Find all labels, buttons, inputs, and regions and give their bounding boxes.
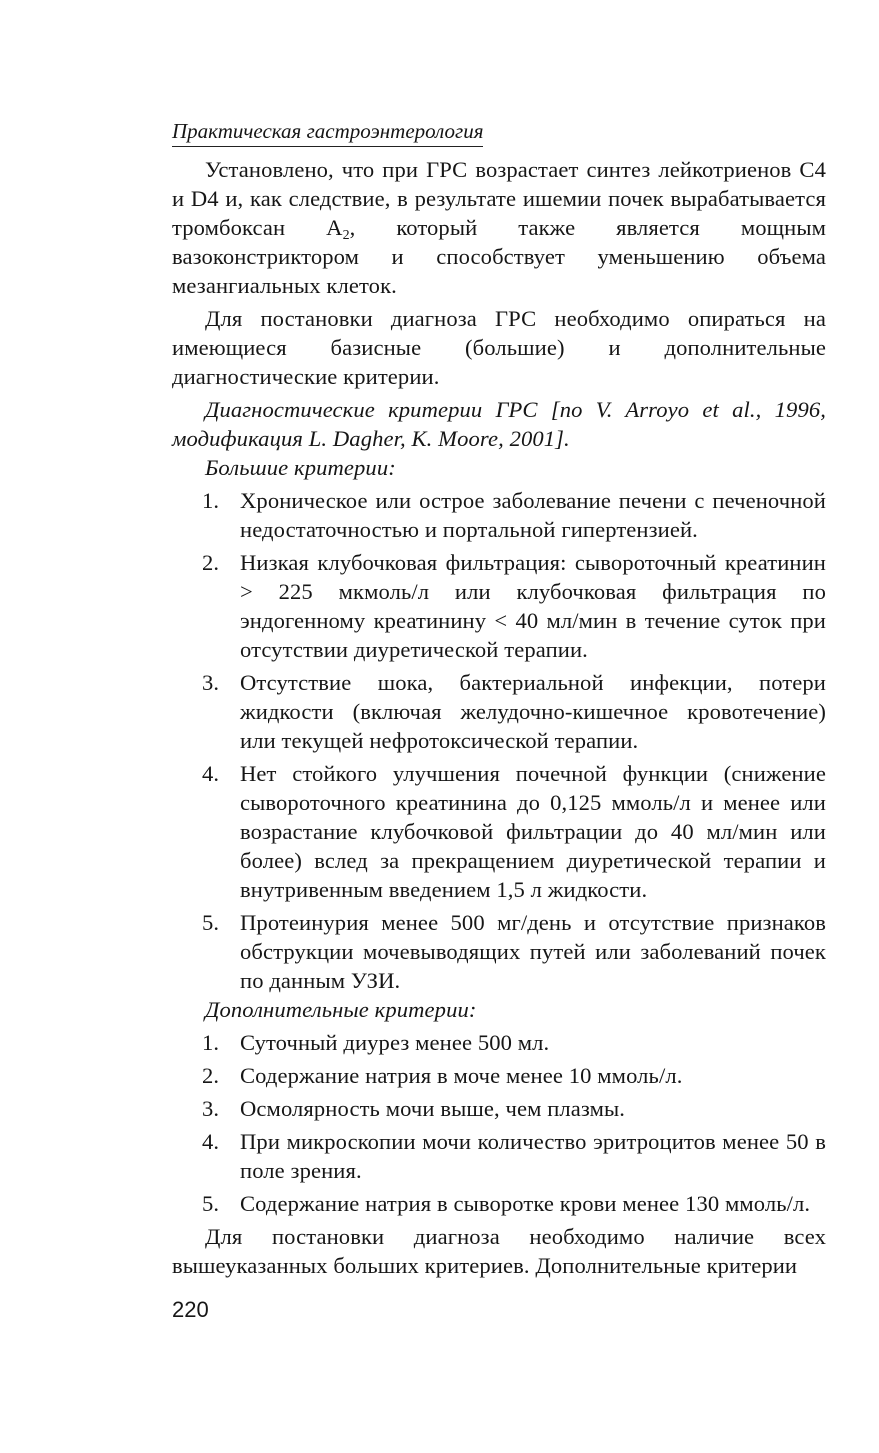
list-number: 5.: [202, 910, 220, 935]
list-item-text: Суточный диурез менее 500 мл.: [240, 1030, 550, 1055]
list-number: 3.: [202, 1096, 220, 1121]
additional-criteria-heading: Дополнительные критерии:: [205, 997, 477, 1022]
list-item: [172, 1189, 826, 1218]
subscript: 2: [342, 228, 350, 243]
list-item-text: Низкая клубочковая фильтрация: сывороточный креатинин > 225 мкмоль/л или клубочковая фильтрация по эндогенному креатинину < 40 мл/мин в течение суток при отсутствии диуретической терапии.: [240, 550, 826, 662]
major-criteria-heading: Большие критерии:: [205, 455, 396, 480]
list-number: 3.: [202, 670, 220, 695]
list-number: 1.: [202, 488, 220, 513]
list-item: [172, 759, 826, 904]
paragraph-final: Для постановки диагноза необходимо наличие всех вышеуказанных больших критериев. Дополнительные критерии: [172, 1224, 826, 1278]
list-number: 4.: [202, 1129, 220, 1154]
list-item-text: При микроскопии мочи количество эритроцитов менее 50 в поле зрения.: [240, 1129, 826, 1183]
list-item-text: Отсутствие шока, бактериальной инфекции, потери жидкости (включая желудочно-кишечное кровотечение) или текущей нефротоксической терапии.: [240, 670, 826, 753]
list-item: [172, 1028, 826, 1057]
list-item-text: Протеинурия менее 500 мг/день и отсутствие признаков обструкции мочевыводящих путей или заболеваний почек по данным УЗИ.: [240, 910, 826, 993]
list-number: 2.: [202, 550, 220, 575]
list-item-text: Хроническое или острое заболевание печени с печеночной недостаточностью и портальной гипертензией.: [240, 488, 826, 542]
running-header: Практическая гастроэнтерология: [172, 118, 483, 147]
list-item-text: Осмолярность мочи выше, чем плазмы.: [240, 1096, 626, 1121]
additional-criteria-list: [172, 1028, 826, 1218]
list-item: [172, 1127, 826, 1185]
list-item-text: Содержание натрия в сыворотке крови менее 130 ммоль/л.: [240, 1191, 811, 1216]
list-item-text: Нет стойкого улучшения почечной функции (снижение сывороточного креатинина до 0,125 ммоль/л и менее или возрастание клубочковой фильтрации до 40 мл/мин или более) вслед за прекращением диуретической терапии и внутривенным введением 1,5 л жидкости.: [240, 761, 826, 902]
list-item: [172, 486, 826, 544]
paragraph-text: Установлено, что при ГРС возрастает синтез лейкотриенов C4 и D4 и, как следствие, в результате ишемии почек вырабатывается тромбоксан A: [172, 157, 826, 240]
list-item: [172, 1094, 826, 1123]
list-number: 1.: [202, 1030, 220, 1055]
paragraph-criteria-source: Диагностические критерии ГРС [по V. Arroyo et al., 1996, модификация L. Dagher, K. Moore, 2001].: [172, 397, 826, 451]
list-item: [172, 668, 826, 755]
list-item: [172, 548, 826, 664]
list-item: [172, 1061, 826, 1090]
paragraph-hrs-mechanism: [172, 155, 826, 300]
list-item: [172, 908, 826, 995]
page-number: 220: [172, 1297, 209, 1322]
list-number: 5.: [202, 1191, 220, 1216]
list-number: 2.: [202, 1063, 220, 1088]
list-item-text: Содержание натрия в моче менее 10 ммоль/л.: [240, 1063, 683, 1088]
page-body: [172, 155, 826, 1280]
list-number: 4.: [202, 761, 220, 786]
paragraph-diagnosis-intro: Для постановки диагноза ГРС необходимо опираться на имеющиеся базисные (большие) и дополнительные диагностические критерии.: [172, 306, 826, 389]
paragraph-text: , который также является мощным вазоконстриктором и способствует уменьшению объема мезангиальных клеток.: [172, 215, 826, 298]
major-criteria-list: [172, 486, 826, 995]
